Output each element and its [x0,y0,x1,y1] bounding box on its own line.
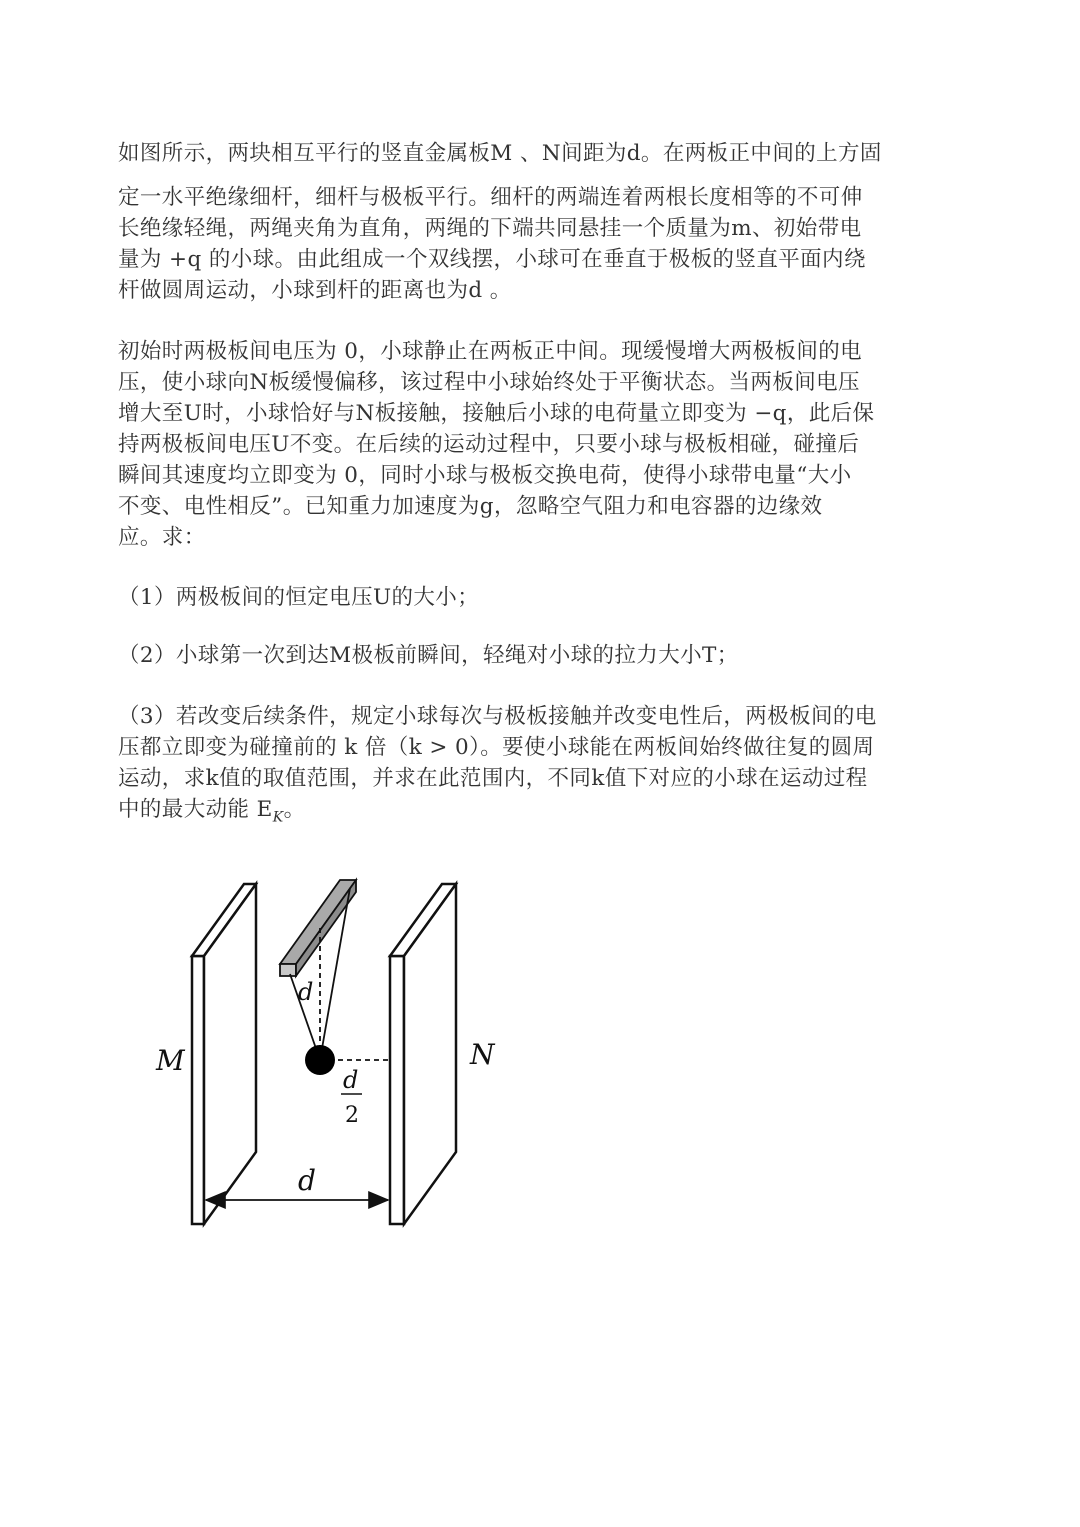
question-1 [118,582,948,613]
text-line: 不变、电性相反”。已知重力加速度为g，忽略空气阻力和电容器的边缘效 [118,494,823,519]
question-text-part: 。 [283,797,306,822]
label-rope-length: d [298,978,314,1006]
plate-n [390,884,456,1224]
text-line: 应。求： [118,525,206,550]
label-offset-numerator: d [343,1066,359,1094]
text-line: 长绝缘轻绳，两绳夹角为直角，两绳的下端共同悬挂一个质量为m、初始带电 [118,216,862,241]
text-line: 如图所示，两块相互平行的竖直金属板M 、N间距为d。在两板正中间的上方固 [118,141,882,166]
question-3 [118,701,948,825]
text-line: 压，使小球向N板缓慢偏移，该过程中小球始终处于平衡状态。当两板间电压 [118,370,860,395]
question-text: （1）两极板间的恒定电压U的大小； [118,585,480,610]
insulating-rod [280,880,356,976]
question-2 [118,640,948,671]
text-line: 量为 +q 的小球。由此组成一个双线摆，小球可在垂直于极板的竖直平面内绕 [118,247,866,272]
text-line: 杆做圆周运动，小球到杆的距离也为d 。 [118,278,512,303]
plate-m [192,884,256,1224]
text-line: 定一水平绝缘细杆，细杆与极板平行。细杆的两端连着两根长度相等的不可伸 [118,185,863,210]
text-line: 增大至U时，小球恰好与N板接触，接触后小球的电荷量立即变为 −q，此后保 [118,401,875,426]
label-plate-gap: d [298,1164,316,1197]
subscript-k: K [272,809,284,826]
question-text: （3）若改变后续条件，规定小球每次与极板接触并改变电性后，两极板间的电 [118,704,877,729]
question-text: （2）小球第一次到达M极板前瞬间，轻绳对小球的拉力大小T； [118,643,739,668]
problem-paragraph-process [118,336,948,553]
question-text-part: 中的最大动能 E [118,797,273,822]
text-line: 初始时两极板间电压为 0，小球静止在两板正中间。现缓慢增大两极板间的电 [118,339,863,364]
plates-pendulum-diagram [140,860,560,1260]
text-line: 持两极板间电压U不变。在后续的运动过程中，只要小球与极板相碰，碰撞后 [118,432,860,457]
question-text: 压都立即变为碰撞前的 k 倍（k > 0）。要使小球能在两板间始终做往复的圆周 [118,735,875,760]
problem-paragraph-setup [118,138,948,306]
question-text [118,794,948,825]
physics-diagram [140,860,560,1260]
text-line: 瞬间其速度均立即变为 0，同时小球与极板交换电荷，使得小球带电量“大小 [118,463,852,488]
label-plate-n: N [470,1038,495,1071]
charged-ball [305,1045,335,1075]
question-text: 运动，求k值的取值范围，并求在此范围内，不同k值下对应的小球在运动过程 [118,766,868,791]
label-offset-denominator: 2 [345,1103,359,1128]
label-plate-m: M [156,1044,185,1077]
